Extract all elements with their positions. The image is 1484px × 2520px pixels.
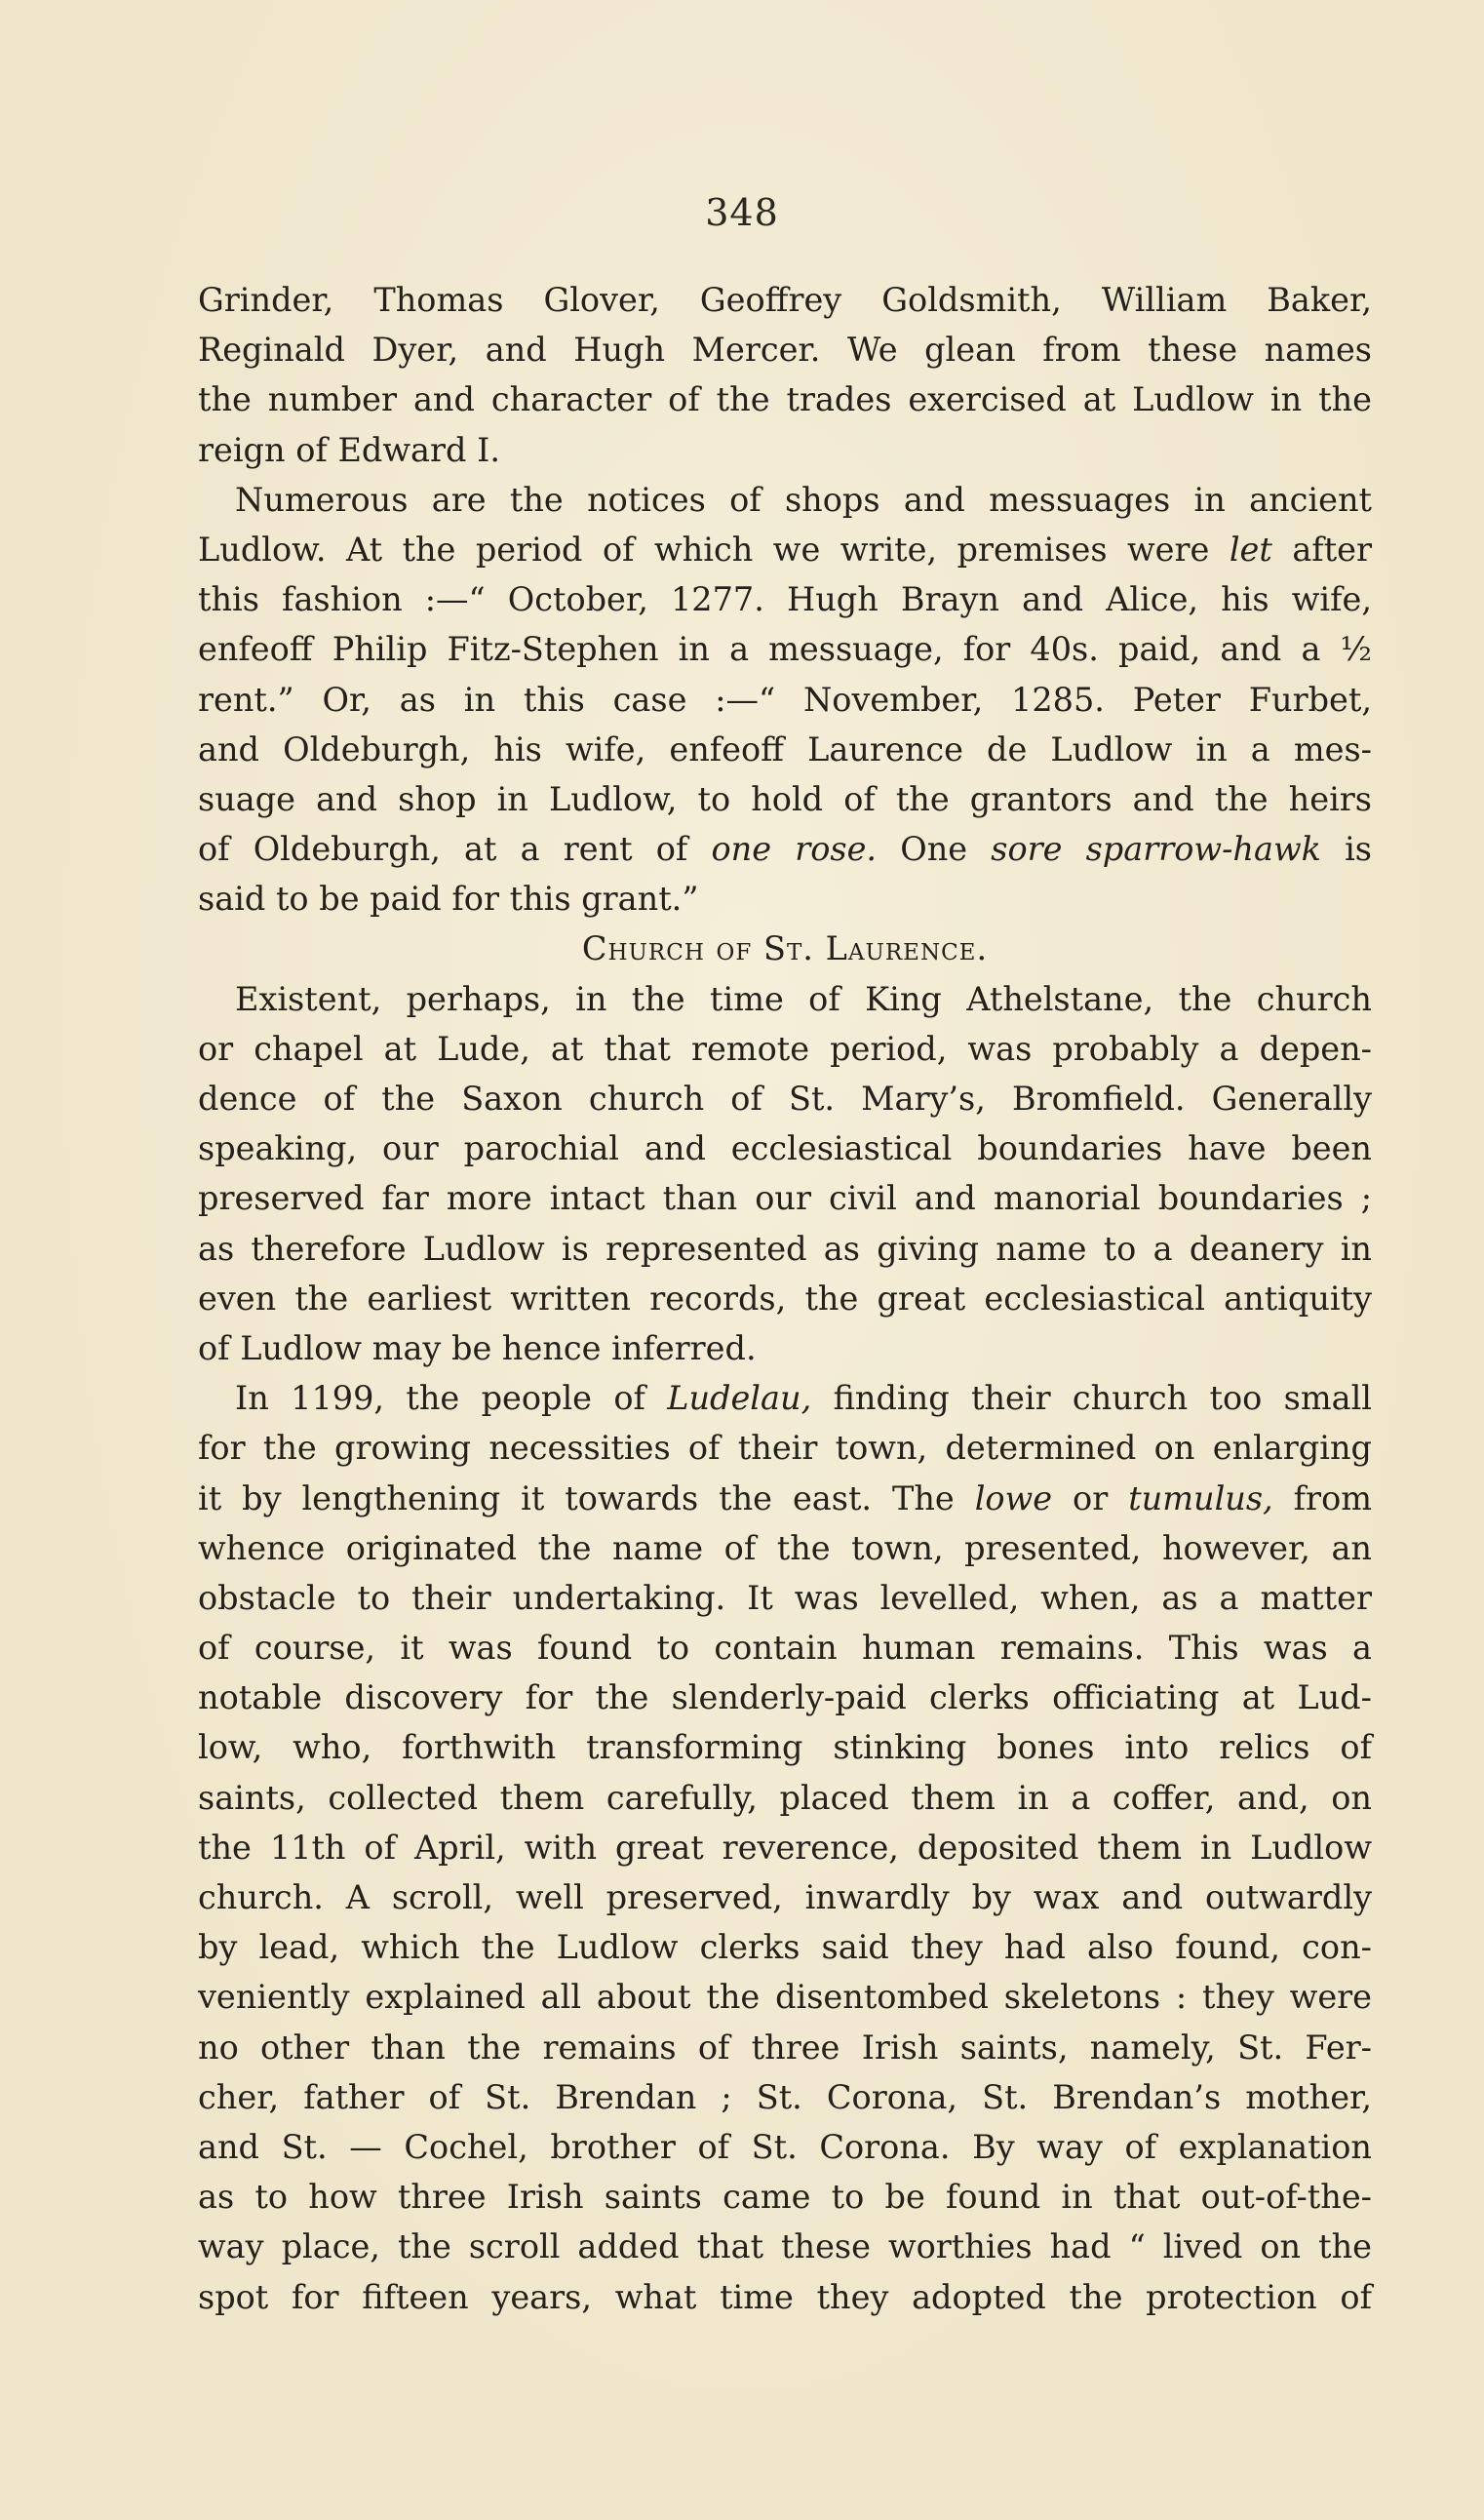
italic-term: let [1229,530,1272,569]
text-line: as to how three Irish saints came to be found in that out-of-the- [198,2178,1372,2217]
text-line: as therefore Ludlow is represented as giving name to a deanery in [198,1229,1372,1268]
text-line: obstacle to their undertaking. It was levelled, when, as a matter [198,1578,1372,1617]
text-line: it by lengthening it towards the east. The lowe or tumulus, from [198,1478,1373,1517]
text-line: and St. — Cochel, brother of St. Corona. By way of explanation [198,2127,1372,2166]
text-line: speaking, our parochial and ecclesiastical boundaries have been [198,1129,1372,1168]
italic-term: one rose. [711,830,878,869]
text-line: church. A scroll, well preserved, inwardly by wax and outwardly [198,1878,1372,1916]
text-line: reign of Edward I. [198,430,500,469]
text-line: rent.” Or, as in this case :—“ November, 1285. Peter Furbet, [198,680,1372,719]
text-line: by lead, which the Ludlow clerks said they had also found, con- [198,1928,1372,1967]
text-line: notable discovery for the slenderly-paid clerks officiating at Lud- [198,1678,1372,1717]
text-line: of Ludlow may be hence inferred. [198,1328,757,1367]
italic-term: tumulus, [1128,1478,1273,1517]
italic-term: Ludelau, [667,1379,812,1418]
paragraph-start-line: In 1199, the people of Ludelau, finding their church too small [235,1379,1372,1418]
text-line: for the growing necessities of their town, determined on enlarging [198,1429,1372,1468]
text-line: Grinder, Thomas Glover, Geoffrey Goldsmith, William Baker, [198,281,1372,319]
paragraph-start-line: Existent, perhaps, in the time of King Athelstane, the church [235,979,1372,1018]
paragraph-start-line: Numerous are the notices of shops and messuages in ancient [235,480,1372,519]
text-line: saints, collected them carefully, placed them in a coffer, and, on [198,1778,1372,1817]
text-line: cher, father of St. Brendan ; St. Corona, St. Brendan’s mother, [198,2077,1372,2116]
text-line: suage and shop in Ludlow, to hold of the grantors and the heirs [198,779,1372,818]
text-line: and Oldeburgh, his wife, enfeoff Laurence de Ludlow in a mes- [198,729,1372,768]
text-line: no other than the remains of three Irish saints, namely, St. Fer- [198,2028,1372,2067]
text-line: spot for fifteen years, what time they adopted the protection of [198,2277,1372,2316]
text-line: veniently explained all about the disentombed skeletons : they were [198,1978,1372,2017]
text-line: preserved far more intact than our civil and manorial boundaries ; [198,1179,1372,1218]
text-line: way place, the scroll added that these worthies had “ lived on the [198,2227,1372,2266]
text-line: Ludlow. At the period of which we write, premises were let after [198,530,1372,569]
text-line: enfeoff Philip Fitz-Stephen in a messuage, for 40s. paid, and a ½ [198,630,1372,669]
text-line: of Oldeburgh, at a rent of one rose. One sore sparrow-hawk is [198,830,1372,869]
text-line: or chapel at Lude, at that remote period, was probably a depen- [198,1029,1372,1068]
italic-term: lowe [974,1478,1053,1517]
text-line: this fashion :—“ October, 1277. Hugh Brayn and Alice, his wife, [198,580,1372,619]
text-line: whence originated the name of the town, presented, however, an [198,1528,1372,1567]
text-line: Reginald Dyer, and Hugh Mercer. We glean from these names [198,331,1372,370]
italic-term: sore sparrow-hawk [991,830,1321,869]
text-line: even the earliest written records, the great ecclesiastical antiquity [198,1279,1372,1318]
text-line: the 11th of April, with great reverence, deposited them in Ludlow [198,1828,1372,1867]
text-line: the number and character of the trades exercised at Ludlow in the [198,380,1372,419]
text-line: dence of the Saxon church of St. Mary’s, Bromfield. Generally [198,1080,1372,1118]
text-line: low, who, forthwith transforming stinking bones into relics of [198,1728,1372,1767]
text-line: of course, it was found to contain human remains. This was a [198,1629,1372,1668]
section-heading: Church of St. Laurence. [581,929,989,968]
text-line: said to be paid for this grant.” [198,880,699,919]
page-number: 348 [705,191,779,234]
body-text [198,275,1372,2322]
